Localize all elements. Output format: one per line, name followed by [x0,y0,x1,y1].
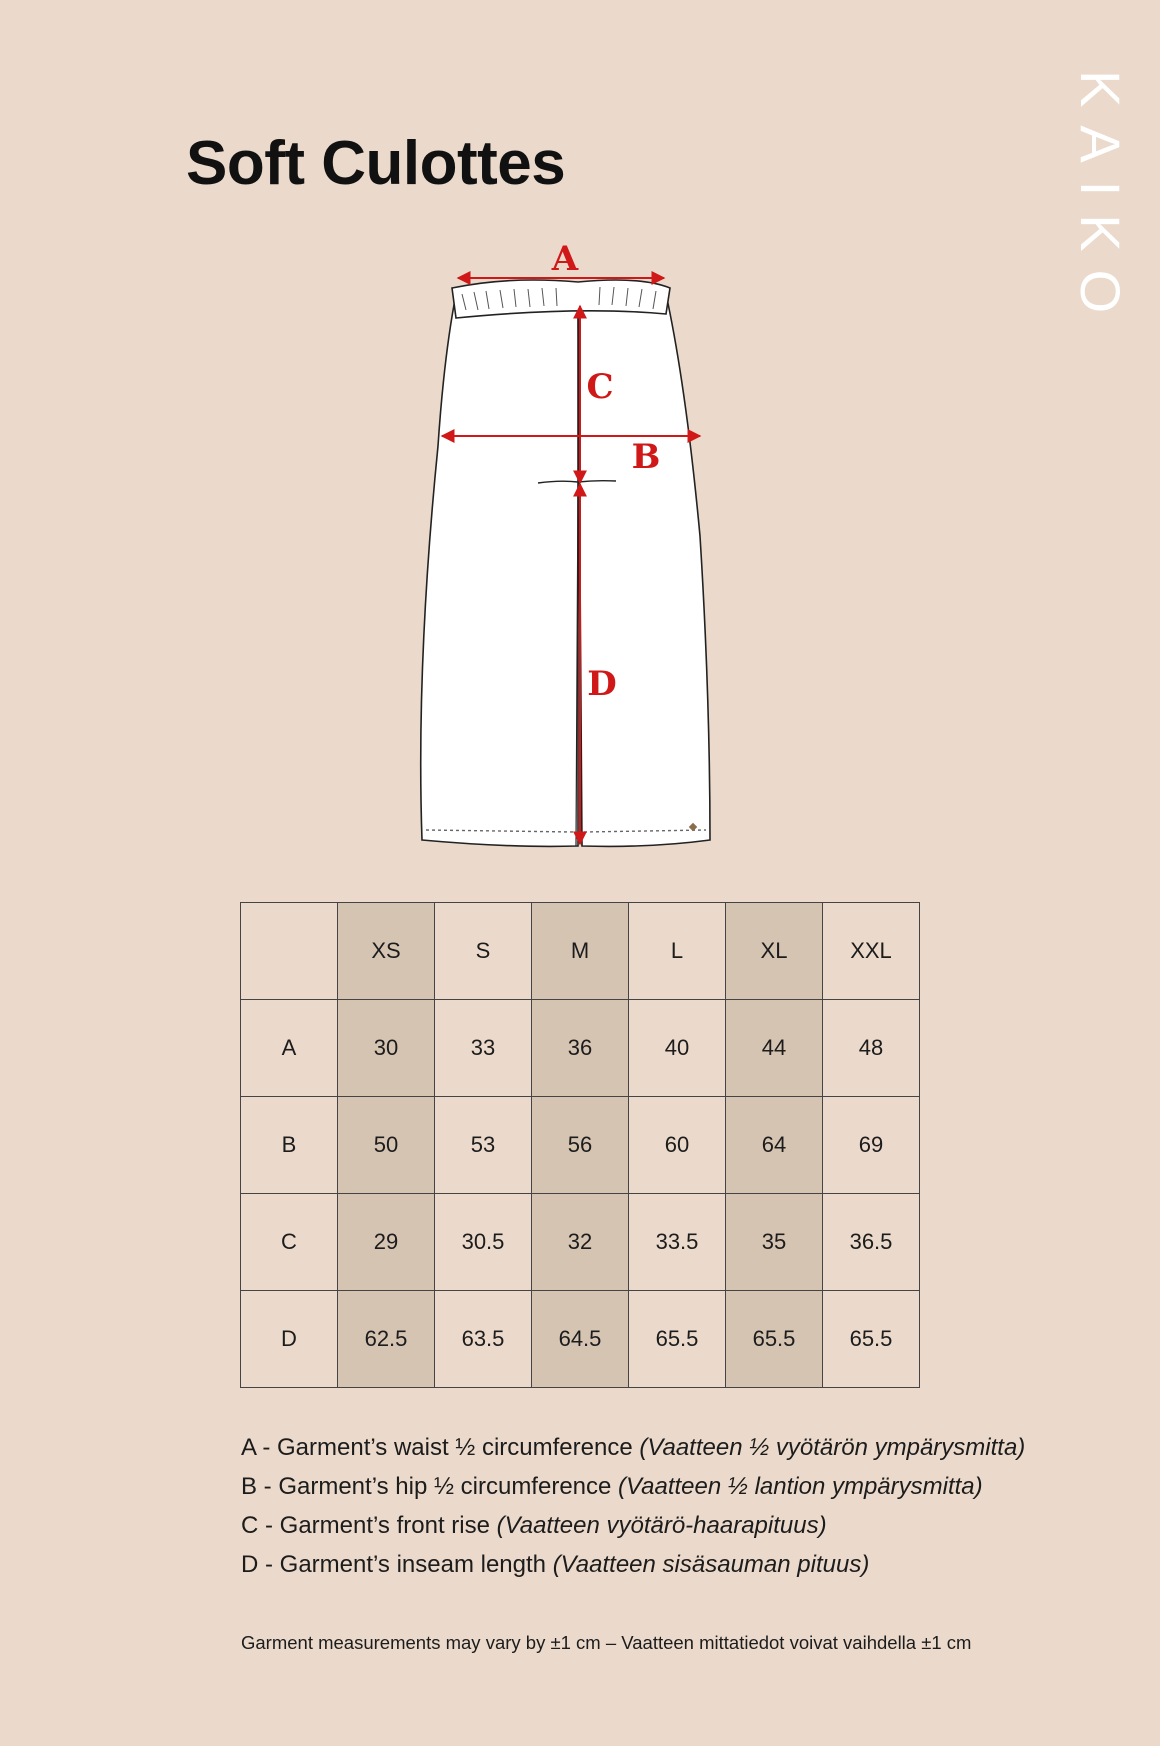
table-cell: 33 [435,1000,532,1097]
legend-item-d [241,1545,1025,1584]
header-cell-xxl: XXL [823,903,920,1000]
table-cell: 30 [338,1000,435,1097]
row-label: C [241,1194,338,1291]
header-cell-s: S [435,903,532,1000]
pants-flat-sketch-icon [410,236,730,856]
legend-text: C - Garment’s front rise [241,1512,497,1539]
table-row [241,1097,920,1194]
legend-item-b [241,1467,1025,1506]
row-label: A [241,1000,338,1097]
brand-logo: KAIKO [1069,70,1132,332]
measurement-legend [241,1428,1025,1584]
legend-text: A - Garment’s waist ½ circumference [241,1434,640,1461]
table-cell: 30.5 [435,1194,532,1291]
table-row [241,1000,920,1097]
header-cell-xs: XS [338,903,435,1000]
legend-item-c [241,1506,1025,1545]
header-cell-l: L [629,903,726,1000]
label-d: D [587,664,617,704]
table-cell: 69 [823,1097,920,1194]
header-cell-m: M [532,903,629,1000]
legend-text-fi: (Vaatteen ½ lantion ympärysmitta) [618,1473,983,1500]
header-cell-xl: XL [726,903,823,1000]
table-cell: 65.5 [629,1291,726,1388]
legend-text-fi: (Vaatteen ½ vyötärön ympärysmitta) [639,1434,1026,1461]
table-cell: 62.5 [338,1291,435,1388]
table-cell: 32 [532,1194,629,1291]
measurement-diagram [410,236,730,856]
table-cell: 33.5 [629,1194,726,1291]
label-a: A [551,239,579,279]
table-row [241,1291,920,1388]
table-cell: 44 [726,1000,823,1097]
table-cell: 53 [435,1097,532,1194]
table-cell: 64 [726,1097,823,1194]
label-c: C [586,367,614,407]
table-cell: 35 [726,1194,823,1291]
legend-text: B - Garment’s hip ½ circumference [241,1473,619,1500]
table-cell: 65.5 [726,1291,823,1388]
table-cell: 56 [532,1097,629,1194]
legend-text: D - Garment’s inseam length [241,1551,553,1578]
legend-text-fi: (Vaatteen vyötärö-haarapituus) [496,1512,827,1539]
table-cell: 63.5 [435,1291,532,1388]
table-cell: 36 [532,1000,629,1097]
table-cell: 64.5 [532,1291,629,1388]
page-title: Soft Culottes [186,129,566,198]
table-cell: 48 [823,1000,920,1097]
table-row [241,1194,920,1291]
legend-item-a [241,1428,1025,1467]
header-cell-empty [241,903,338,1000]
row-label: B [241,1097,338,1194]
label-b: B [631,437,661,477]
size-chart-table [240,902,920,1388]
table-cell: 50 [338,1097,435,1194]
measurement-note: Garment measurements may vary by ±1 cm – Vaatteen mittatiedot voivat vaihdella ±1 cm [241,1632,972,1653]
row-label: D [241,1291,338,1388]
table-cell: 40 [629,1000,726,1097]
legend-text-fi: (Vaatteen sisäsauman pituus) [552,1551,870,1578]
table-cell: 36.5 [823,1194,920,1291]
table-header-row [241,903,920,1000]
table-cell: 29 [338,1194,435,1291]
table-cell: 60 [629,1097,726,1194]
table-cell: 65.5 [823,1291,920,1388]
